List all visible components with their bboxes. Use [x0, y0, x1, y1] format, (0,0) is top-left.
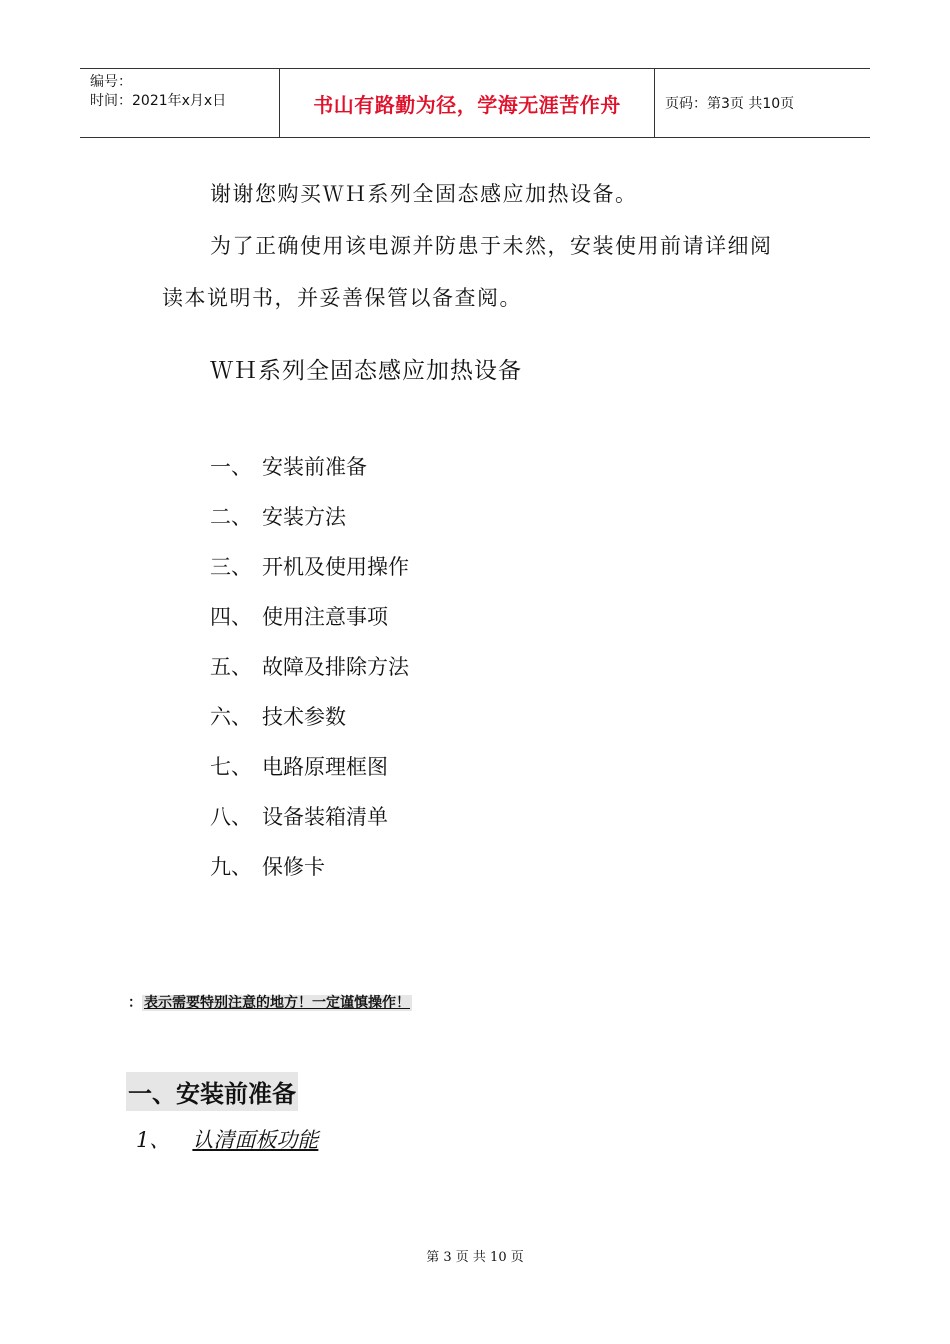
- caution-text: 表示需要特别注意的地方！一定谨慎操作！: [144, 995, 410, 1011]
- caution-note: [128, 992, 412, 1012]
- subsection-label: 认清面板功能: [192, 1128, 319, 1152]
- toc-item: 七、 电路原理框图: [210, 755, 388, 779]
- subsection-heading: [136, 1124, 318, 1154]
- intro-line-3: 读本说明书，并妥善保管以备查阅。: [162, 286, 522, 310]
- subsection-number: 1、: [136, 1128, 171, 1152]
- section-heading: 一、安装前准备: [126, 1072, 298, 1111]
- toc-item: 九、 保修卡: [210, 855, 325, 879]
- page-footer: 第 3 页 共 10 页: [426, 1250, 524, 1265]
- header-left-cell: [80, 69, 280, 137]
- toc-item: 二、 安装方法: [210, 505, 346, 529]
- toc-item: 四、 使用注意事项: [210, 605, 388, 629]
- number-label: 编号：: [90, 74, 132, 90]
- intro-line-1: 谢谢您购买ＷＨ系列全固态感应加热设备。: [210, 182, 638, 206]
- time-label: 时间：2021年x月x日: [90, 93, 227, 109]
- document-subtitle: ＷＨ系列全固态感应加热设备: [210, 358, 522, 384]
- header-page-info: 页码：第3页 共10页: [665, 96, 795, 112]
- toc-item: 一、 安装前准备: [210, 455, 367, 479]
- intro-line-2: 为了正确使用该电源并防患于未然，安装使用前请详细阅: [210, 234, 773, 258]
- toc-item: 五、 故障及排除方法: [210, 655, 409, 679]
- page-header: [80, 68, 870, 138]
- header-motto: 书山有路勤为径，学海无涯苦作舟: [280, 69, 655, 137]
- caution-prefix: ：: [128, 995, 142, 1011]
- toc-item: 三、 开机及使用操作: [210, 555, 409, 579]
- toc-item: 六、 技术参数: [210, 705, 346, 729]
- toc-item: 八、 设备装箱清单: [210, 805, 388, 829]
- table-of-contents: [210, 450, 409, 900]
